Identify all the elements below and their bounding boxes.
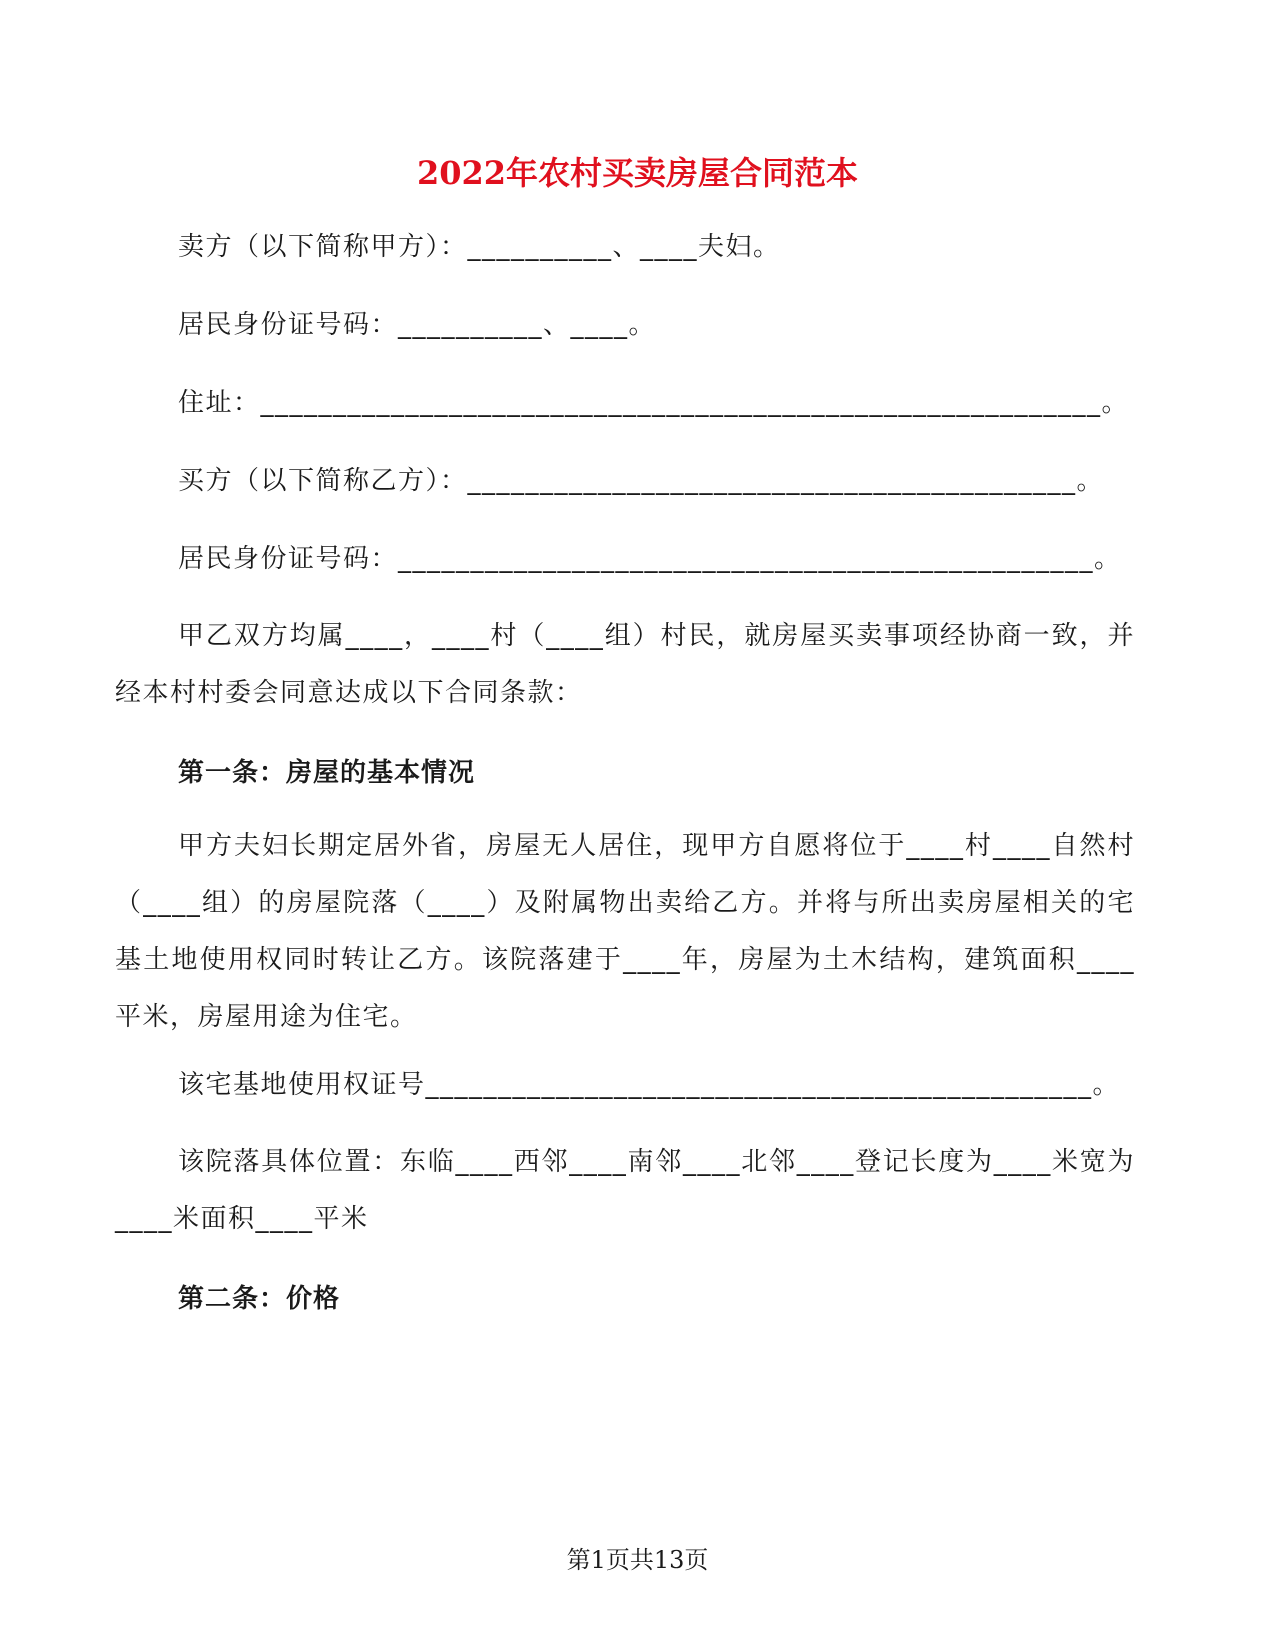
page-footer: 第1页共13页 [566, 1546, 709, 1574]
section-heading-2: 第二条：价格 [178, 1284, 341, 1314]
buyer-line: 买方（以下简称乙方）：__________________________________________。 [178, 466, 1105, 496]
document-title: 2022年农村买卖房屋合同范本 [416, 154, 859, 192]
intro-paragraph: 甲乙双方均属____，____村（____组）村民，就房屋买卖事项经协商一致，并经本村村委会同意达成以下合同条款： [115, 621, 1135, 708]
buyer-id-line: 居民身份证号码：________________________________________________。 [178, 544, 1122, 574]
location-paragraph: 该院落具体位置：东临____西邻____南邻____北邻____登记长度为____米宽为____米面积____平米 [115, 1147, 1135, 1234]
house-description-paragraph: 甲方夫妇长期定居外省，房屋无人居住，现甲方自愿将位于____村____自然村（____组）的房屋院落（____）及附属物出卖给乙方。并将与所出卖房屋相关的宅基土地使用权同时转让乙方。该院落建于____年，房屋为土木结构，建筑面积____平米，房屋用途为住宅。 [115, 831, 1135, 1032]
certificate-line: 该宅基地使用权证号______________________________________________。 [178, 1070, 1121, 1100]
seller-line: 卖方（以下简称甲方）：__________、____夫妇。 [178, 232, 781, 262]
address-line: 住址：__________________________________________________________。 [178, 388, 1130, 418]
seller-id-line: 居民身份证号码：__________、____。 [178, 310, 657, 340]
section-heading-1: 第一条：房屋的基本情况 [178, 758, 476, 788]
